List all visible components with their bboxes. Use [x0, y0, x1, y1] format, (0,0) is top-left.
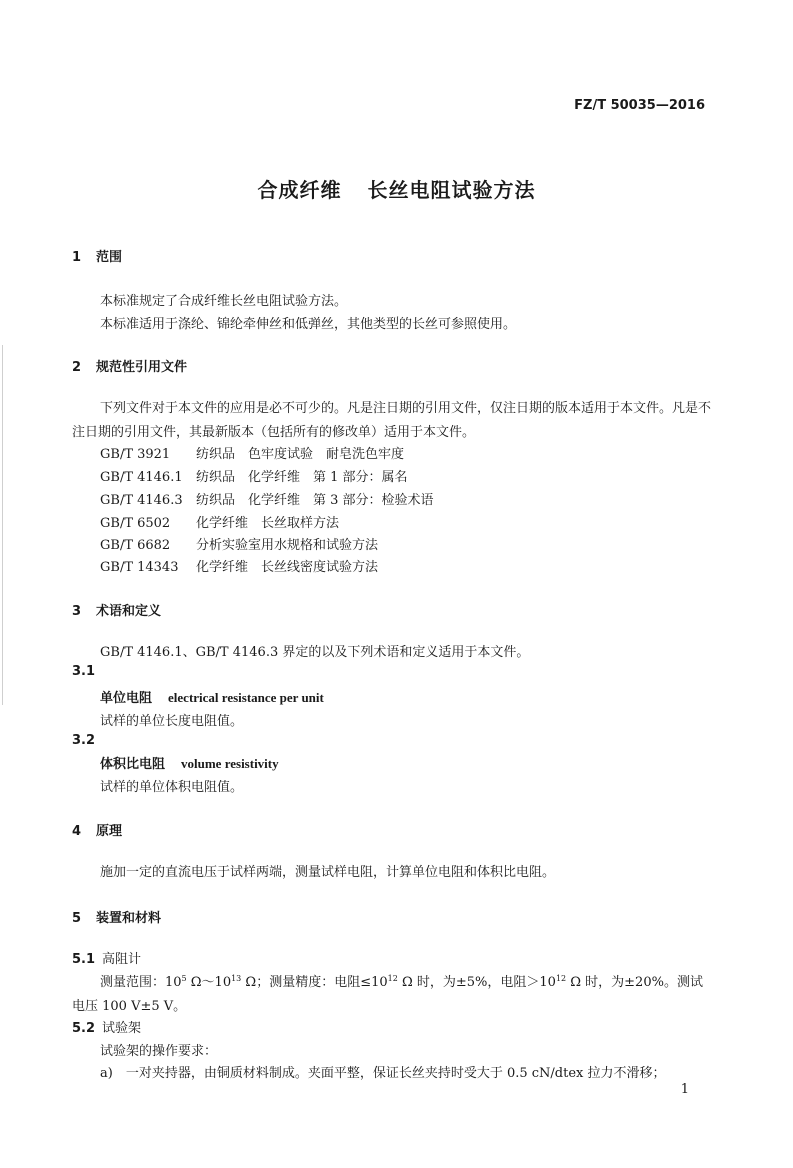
section-1-para-2: 本标准适用于涤纶、锦纶牵伸丝和低弹丝，其他类型的长丝可参照使用。: [100, 317, 517, 332]
page-number: 1: [680, 1082, 689, 1097]
title-part-2: 长丝电阻试验方法: [367, 178, 536, 202]
reference-item: GB/T 14343 化学纤维 长丝线密度试验方法: [100, 560, 379, 575]
scan-margin-line: [2, 345, 3, 705]
subsection-5-2-para: 试验架的操作要求：: [100, 1044, 218, 1059]
reference-item: GB/T 6682 分析实验室用水规格和试验方法: [100, 538, 379, 553]
term-number: 3.2: [72, 733, 96, 748]
term-name: 单位电阻 electrical resistance per unit: [100, 690, 324, 706]
section-1-heading: 1 范围: [72, 250, 123, 265]
reference-item: GB/T 6502 化学纤维 长丝取样方法: [100, 516, 340, 531]
standard-code: FZ/T 50035—2016: [574, 98, 705, 113]
list-item-a: a) 一对夹持器，由铜质材料制成。夹面平整，保证长丝夹持时受大于 0.5 cN/dtex 拉力不滑移；: [100, 1066, 666, 1081]
section-2-heading: 2 规范性引用文件: [72, 360, 188, 375]
section-3-intro: GB/T 4146.1、GB/T 4146.3 界定的以及下列术语和定义适用于本文件。: [100, 645, 530, 660]
term-definition: 试样的单位长度电阻值。: [100, 714, 244, 729]
section-2-intro: 下列文件对于本文件的应用是必不可少的。凡是注日期的引用文件，仅注日期的版本适用于本文件。凡是不注日期的引用文件，其最新版本（包括所有的修改单）适用于本文件。: [72, 401, 712, 440]
term-name: 体积比电阻 volume resistivity: [100, 756, 279, 772]
section-4-para-1: 施加一定的直流电压于试样两端，测量试样电阻，计算单位电阻和体积比电阻。: [100, 865, 556, 880]
subsection-5-1-heading: 5.1 高阻计: [72, 952, 142, 967]
reference-item: GB/T 4146.3 纺织品 化学纤维 第 3 部分：检验术语: [100, 493, 434, 508]
section-5-heading: 5 装置和材料: [72, 911, 162, 926]
section-4-heading: 4 原理: [72, 824, 123, 839]
title-part-1: 合成纤维: [257, 178, 342, 202]
subsection-5-1-text: 测量范围：$10^5$ $\Omega\sim 10^{13}$ Ω；测量精度：电阻$\le 10^{12}$ Ω 时，为±5%，电阻$>10^{12}$ Ω 时，为±20%。测试电压 100 V±5 V。: [72, 974, 703, 1014]
term-definition: 试样的单位体积电阻值。: [100, 780, 244, 795]
section-1-para-1: 本标准规定了合成纤维长丝电阻试验方法。: [100, 294, 348, 309]
reference-item: GB/T 3921 纺织品 色牢度试验 耐皂洗色牢度: [100, 447, 405, 462]
subsection-5-2-heading: 5.2 试验架: [72, 1021, 142, 1036]
reference-item: GB/T 4146.1 纺织品 化学纤维 第 1 部分：属名: [100, 470, 408, 485]
document-title: [0, 174, 793, 203]
section-3-heading: 3 术语和定义: [72, 604, 162, 619]
term-number: 3.1: [72, 664, 96, 679]
